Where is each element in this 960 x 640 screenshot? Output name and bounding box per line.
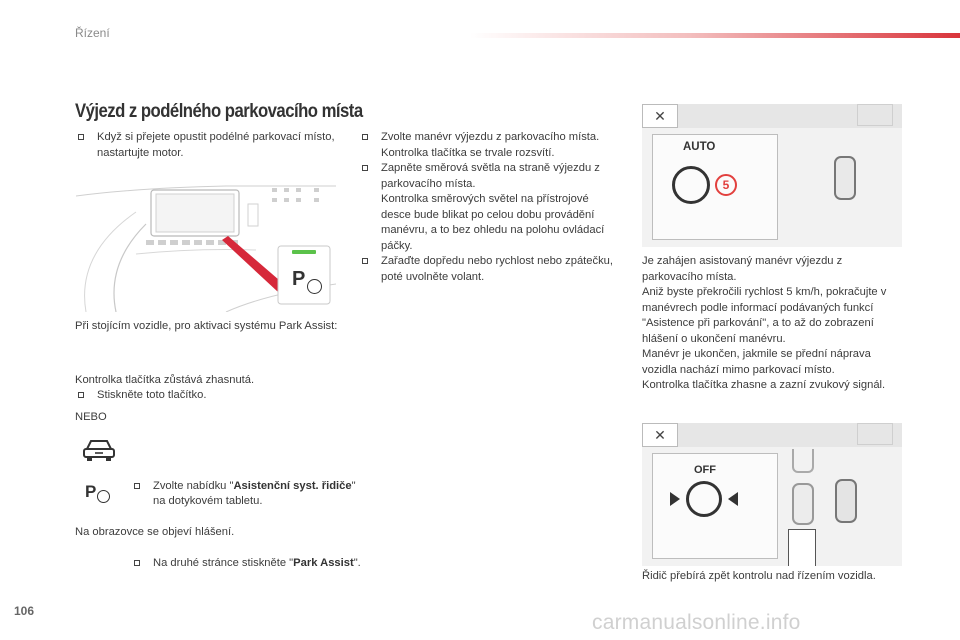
col2-b1b: Kontrolka tlačítka se trvale rozsvítí. (381, 146, 555, 159)
col1-bullet-start-engine: Když si přejete opustit podélné parkovací místo, nastartujte motor. (75, 130, 367, 161)
car-menu-icon (82, 438, 116, 467)
header-rule (470, 33, 960, 38)
screen-off-slot (857, 423, 893, 445)
col1-lamp-off: Kontrolka tlačítka zůstává zhasnutá. (75, 374, 255, 386)
parked-car-icon (792, 449, 814, 473)
park-assist-button-glyph: P (292, 268, 306, 290)
arrow-right-icon (670, 492, 680, 506)
page-title: Výjezd z podélného parkovacího místa (75, 101, 363, 122)
col3-p2: Aniž byste překročili rychlost 5 km/h, pokračujte v manévrech podle informací podávaných funkcí "Asistence při parkování", a to až do zobrazení hlášení o ukončení manévru. (642, 286, 887, 345)
col1-second-page-instruction: Na druhé stránce stiskněte "Park Assist". (131, 556, 363, 572)
close-icon[interactable]: ✕ (642, 104, 678, 128)
park-assist-icon-letter: P (85, 482, 97, 501)
steering-wheel-icon (307, 279, 322, 294)
page-number: 106 (14, 604, 35, 618)
col3-text (642, 254, 904, 394)
screen-auto-slot (857, 104, 893, 126)
col3-p5: Řidič přebírá zpět kontrolu nad řízením vozidla. (642, 570, 876, 582)
col2-text (359, 130, 621, 285)
auto-label: AUTO (683, 141, 716, 153)
off-label: OFF (694, 464, 716, 476)
close-icon[interactable]: ✕ (642, 423, 678, 447)
col2-b3: Zařaďte dopředu nebo rychlost nebo zpátečku, poté uvolněte volant. (359, 254, 621, 285)
watermark: carmanualsonline.info (592, 611, 801, 634)
arrow-left-icon (728, 492, 738, 506)
col1-intro: Při stojícím vozidle, pro aktivaci systému Park Assist: (75, 320, 338, 332)
car-top-view-icon (835, 479, 857, 523)
col1-bullet-press: Stiskněte toto tlačítko. (75, 388, 357, 404)
park-assist-wheel-icon (97, 490, 110, 503)
col3-p3: Manévr je ukončen, jakmile se přední náprava vozidla nachází mimo parkovací místo. (642, 348, 871, 376)
parking-space-outline (788, 529, 816, 566)
col3-p4: Kontrolka tlačítka zhasne a zazní zvukový signál. (642, 379, 886, 391)
dashboard-illustration (76, 184, 336, 312)
col2-b2b: Kontrolka směrových světel na přístrojové desce bude blikat po celou dobu provádění manévru, a to bez ohledu na polohu ovládací páčky. (381, 193, 605, 252)
col1-or: NEBO (75, 411, 107, 423)
speed-limit-badge: 5 (715, 174, 737, 196)
screen-off (642, 423, 902, 566)
col2-b2a: Zapněte směrová světla na straně výjezdu z parkovacího místa. (381, 162, 600, 190)
col1-menu-instruction: Zvolte nabídku "Asistenční syst. řidiče" na dotykovém tabletu. (131, 479, 363, 510)
col1-final: Na obrazovce se objeví hlášení. (75, 526, 235, 538)
section-label: Řízení (75, 26, 110, 40)
screen-auto (642, 104, 902, 247)
steering-wheel-icon (686, 481, 722, 517)
parked-car-icon (792, 483, 814, 525)
col3-p1: Je zahájen asistovaný manévr výjezdu z parkovacího místa. (642, 255, 843, 283)
steering-wheel-icon (672, 166, 710, 204)
col2-b1a: Zvolte manévr výjezdu z parkovacího místa. (381, 131, 600, 143)
car-top-view-icon (834, 156, 856, 200)
